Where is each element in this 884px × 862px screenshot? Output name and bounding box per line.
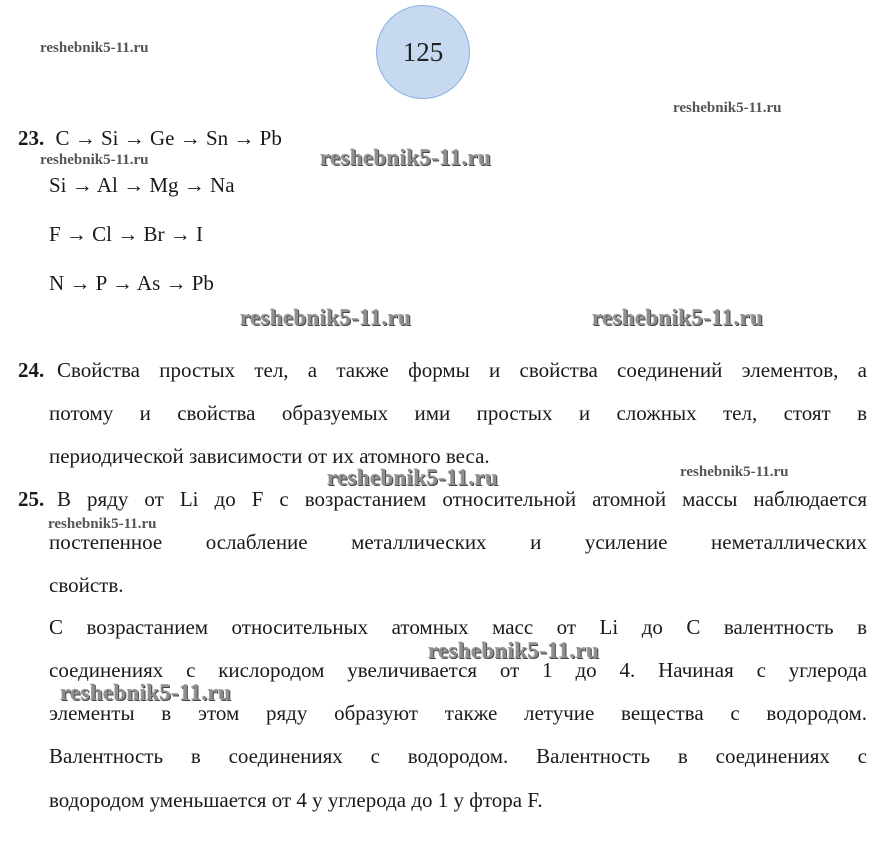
task-25-line-4: С возрастанием относительных атомных масс от Li до C валентность в: [49, 615, 867, 639]
task-25-line-2: постепенное ослабление металлических и усиление неметаллических: [49, 530, 867, 554]
watermark: reshebnik5-11.ru: [40, 40, 149, 56]
task-24-number: 24.: [18, 358, 45, 382]
task-25-line-8: водородом уменьшается от 4 у углерода до 1 у фтора F.: [49, 788, 543, 812]
watermark: reshebnik5-11.ru: [673, 100, 782, 116]
task-25-line-1: В ряду от Li до F с возрастанием относительной атомной массы наблюдается: [57, 487, 867, 511]
task-25-line-6: элементы в этом ряду образуют также летучие вещества с водородом.: [49, 701, 867, 725]
watermark: reshebnik5-11.ru: [428, 638, 600, 663]
page-number: 125: [376, 5, 470, 99]
task-25-first-line: [18, 489, 44, 510]
watermark: reshebnik5-11.ru: [680, 464, 789, 480]
task-23-chain-4: N → P → As → Pb: [49, 271, 214, 295]
task-23-chain-3: F → Cl → Br → I: [49, 222, 204, 246]
task-24-line-1: Свойства простых тел, а также формы и свойства соединений элементов, а: [57, 358, 867, 382]
task-25-line-5: соединениях с кислородом увеличивается от 1 до 4. Начиная с углерода: [49, 658, 867, 682]
task-23-chain-1: C → Si → Ge → Sn → Pb: [55, 126, 282, 150]
watermark: reshebnik5-11.ru: [320, 145, 492, 170]
task-24-line-2: потому и свойства образуемых ими простых и сложных тел, стоят в: [49, 401, 867, 425]
watermark: reshebnik5-11.ru: [327, 465, 499, 490]
task-23-number: 23.: [18, 126, 45, 150]
task-23-chain-2: Si → Al → Mg → Na: [49, 173, 235, 197]
watermark: reshebnik5-11.ru: [60, 680, 232, 705]
watermark: reshebnik5-11.ru: [48, 516, 157, 532]
task-23: [18, 128, 282, 149]
watermark: reshebnik5-11.ru: [40, 152, 149, 168]
task-25-number: 25.: [18, 487, 45, 511]
watermark: reshebnik5-11.ru: [592, 305, 764, 330]
task-25-line-7: Валентность в соединениях с водородом. Валентность в соединениях с: [49, 744, 867, 768]
task-25-line-3: свойств.: [49, 573, 124, 597]
task-24-line-3: периодической зависимости от их атомного веса.: [49, 444, 490, 468]
watermark: reshebnik5-11.ru: [240, 305, 412, 330]
